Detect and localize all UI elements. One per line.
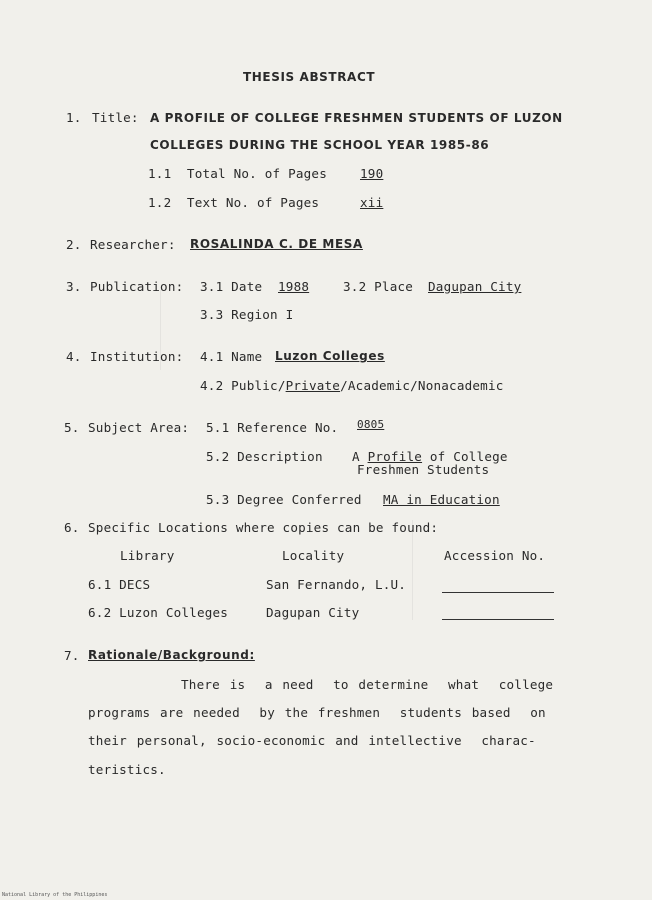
page-title: THESIS ABSTRACT bbox=[243, 70, 376, 84]
rationale-line-1: There is a need to determine what college bbox=[181, 677, 554, 692]
degree-label: 5.3 Degree Conferred bbox=[206, 492, 362, 507]
place-value: Dagupan City bbox=[428, 279, 522, 294]
publication-label: Publication: bbox=[90, 279, 184, 294]
description-prefix: A bbox=[352, 449, 368, 464]
item-1-number: 1. bbox=[66, 110, 82, 125]
rationale-line-3: their personal, socio-economic and intellective charac- bbox=[88, 733, 536, 748]
item-5-number: 5. bbox=[64, 420, 80, 435]
institution-type bbox=[200, 378, 504, 393]
institution-type-suffix: /Academic/Nonacademic bbox=[340, 378, 504, 393]
date-label: 3.1 Date bbox=[200, 279, 263, 294]
location-row-1-library: 6.1 DECS bbox=[88, 577, 151, 592]
researcher-name: ROSALINDA C. DE MESA bbox=[190, 237, 363, 251]
subject-area-label: Subject Area: bbox=[88, 420, 190, 435]
description-line-2: Freshmen Students bbox=[357, 462, 490, 477]
footer-credit: National Library of the Philippines bbox=[2, 892, 108, 898]
degree-value: MA in Education bbox=[383, 492, 500, 507]
rationale-label: Rationale/Background: bbox=[88, 648, 255, 662]
researcher-label: Researcher: bbox=[90, 237, 176, 252]
text-pages-label: 1.2 Text No. of Pages bbox=[148, 195, 320, 210]
column-header-accession: Accession No. bbox=[444, 548, 546, 563]
title-label: Title: bbox=[92, 110, 139, 125]
reference-label: 5.1 Reference No. bbox=[206, 420, 339, 435]
paper-fold-mark bbox=[412, 520, 413, 620]
description-suffix: of College bbox=[422, 449, 508, 464]
total-pages-value: 190 bbox=[360, 166, 384, 181]
place-label: 3.2 Place bbox=[343, 279, 414, 294]
thesis-title-line-2: COLLEGES DURING THE SCHOOL YEAR 1985-86 bbox=[150, 138, 490, 152]
locations-label: Specific Locations where copies can be found: bbox=[88, 520, 439, 535]
rationale-line-2: programs are needed by the freshmen students based on bbox=[88, 705, 546, 720]
institution-label: Institution: bbox=[90, 349, 184, 364]
item-4-number: 4. bbox=[66, 349, 82, 364]
text-pages-value: xii bbox=[360, 195, 384, 210]
column-header-locality: Locality bbox=[282, 548, 345, 563]
institution-type-prefix: 4.2 Public/ bbox=[200, 378, 286, 393]
item-3-number: 3. bbox=[66, 279, 82, 294]
institution-name-value: Luzon Colleges bbox=[275, 349, 385, 363]
rationale-line-4: teristics. bbox=[88, 762, 166, 777]
reference-value: 0805 bbox=[357, 418, 385, 431]
location-row-2-locality: Dagupan City bbox=[266, 605, 360, 620]
item-2-number: 2. bbox=[66, 237, 82, 252]
item-7-number: 7. bbox=[64, 648, 80, 663]
location-row-1-locality: San Fernando, L.U. bbox=[266, 577, 407, 592]
accession-blank-2 bbox=[442, 609, 554, 620]
description-label: 5.2 Description bbox=[206, 449, 323, 464]
institution-type-selected: Private bbox=[285, 378, 341, 393]
date-value: 1988 bbox=[278, 279, 310, 294]
item-6-number: 6. bbox=[64, 520, 80, 535]
column-header-library: Library bbox=[120, 548, 175, 563]
total-pages-label: 1.1 Total No. of Pages bbox=[148, 166, 327, 181]
location-row-2-library: 6.2 Luzon Colleges bbox=[88, 605, 229, 620]
institution-name-label: 4.1 Name bbox=[200, 349, 263, 364]
description-underlined: Profile bbox=[367, 449, 423, 464]
thesis-title-line-1: A PROFILE OF COLLEGE FRESHMEN STUDENTS OF LUZON bbox=[150, 111, 563, 125]
accession-blank-1 bbox=[442, 582, 554, 593]
region-text: 3.3 Region I bbox=[200, 307, 294, 322]
